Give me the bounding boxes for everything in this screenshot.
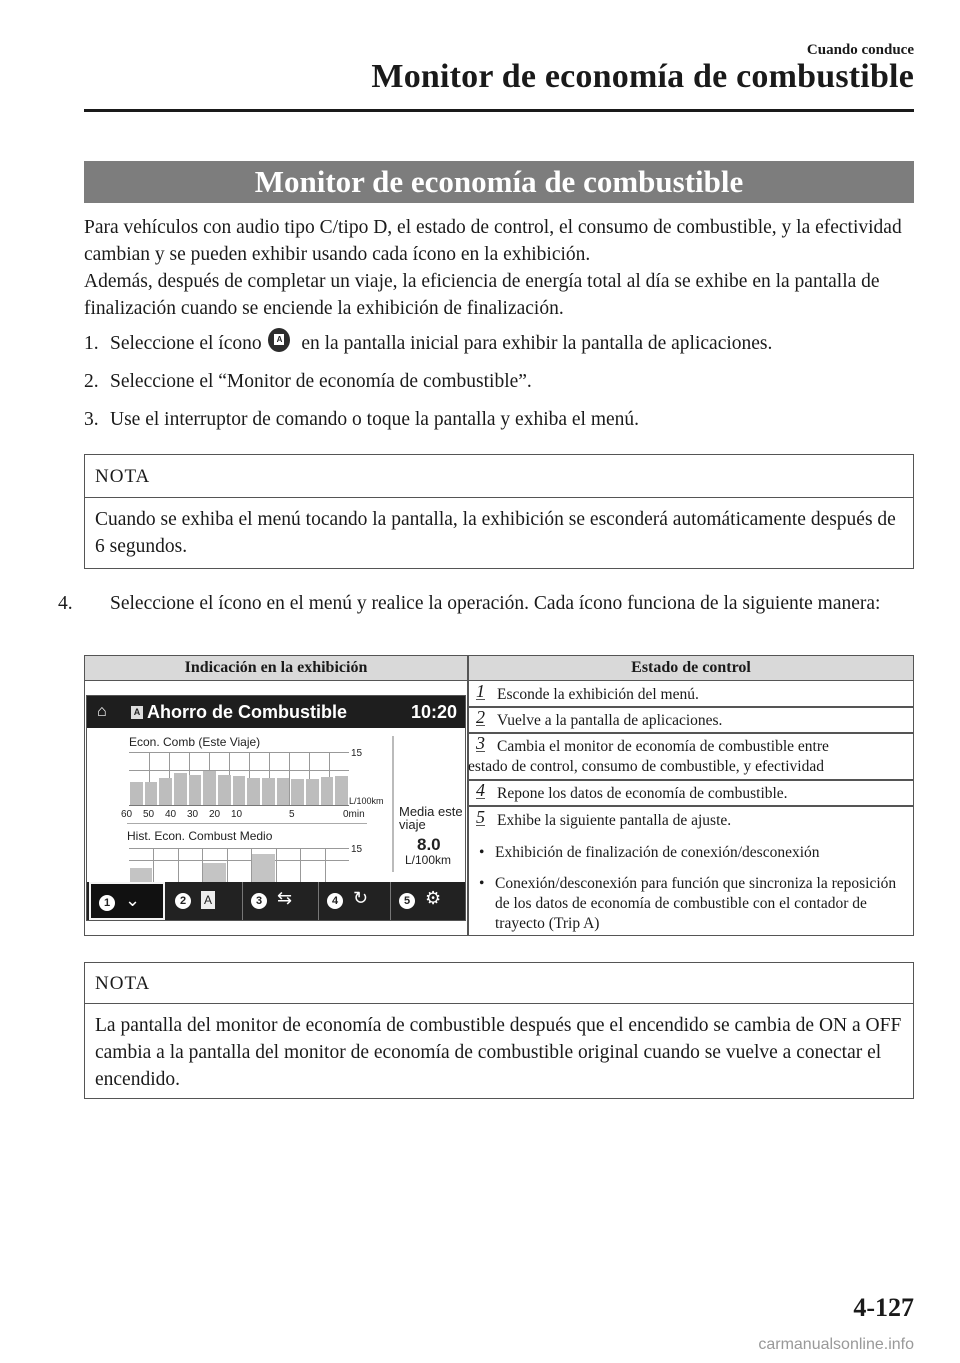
chart1-unit: L/100km [349,796,384,806]
x-tick: 40 [165,809,177,820]
chart-bar [291,779,304,805]
row-divider [468,732,914,734]
menu-number: 4 [327,893,343,909]
reset-icon: ↻ [353,888,369,908]
chart2-plot [129,848,349,883]
row-text: Vuelve a la pantalla de aplicaciones. [497,712,723,729]
step-number: 4. [58,593,73,614]
intro-paragraph-2: Además, después de completar un viaje, la eficiencia de energía total al día se exhibe en la pantalla de finalización cuando se enciende la exhibición de finalización. [84,271,880,319]
chart-bar [189,775,202,805]
home-icon[interactable]: ⌂ [97,703,107,720]
row-divider [468,805,914,807]
step-3 [84,406,914,433]
bullet-text: Conexión/desconexión para función que sincroniza la reposición de los datos de economía de combustible con el contador de trayecto (Trip A) [495,875,897,932]
grid-line [129,770,349,771]
page-number: 4-127 [853,1293,914,1322]
step-text-cont: en la pantalla inicial para exhibir la pantalla de aplicaciones. [301,333,773,354]
controls-table [84,655,914,936]
note-body: Cuando se exhiba el menú tocando la pantalla, la exhibición se esconderá automáticamente después de 6 segundos. [95,509,896,557]
x-tick: 30 [187,809,199,820]
grid-line [300,849,301,883]
row-text: Exhibe la siguiente pantalla de ajuste. [497,812,732,829]
bullet-dot: • [479,844,485,861]
table-header [85,656,913,681]
note-box-1 [84,454,914,569]
grid-line [227,849,228,883]
chart-bar [145,782,158,805]
chart-bar [218,775,231,805]
chart1-max: 15 [351,748,363,759]
row-divider [468,779,914,781]
applications-button[interactable] [167,882,243,920]
note-body: La pantalla del monitor de economía de combustible después que el encendido se cambia de ON a OFF cambia a la pantalla del monitor de economía de combustible original cuando se vuelve a conectar el encendido. [95,1015,902,1090]
item-number: 4 [476,780,485,800]
x-tick: 60 [121,809,133,820]
chevron-down-icon: ⌄ [125,890,141,910]
item-number: 5 [476,807,485,827]
step-1 [84,328,914,357]
app-icon: A [201,891,215,909]
chart-bar [335,776,348,805]
section-label: Cuando conduce [806,42,914,58]
table-row [468,709,914,731]
chart-bar [306,779,319,805]
note-heading: NOTA [85,963,913,1004]
bullet-dot: • [479,875,485,892]
item-number: 3 [476,733,485,753]
bullet-item [479,874,909,934]
grid-line [129,860,349,861]
table-col-2-header: Estado de control [631,659,751,676]
menu-number: 2 [175,893,191,909]
grid-line [325,849,326,883]
panel-divider [392,736,394,872]
divider [127,823,367,824]
table-row [468,809,914,831]
note-heading: NOTA [85,455,913,498]
avg-value: 8.0 [417,835,441,854]
applications-icon-letter: A [274,334,284,345]
bullet-text: Exhibición de finalización de conexión/desconexión [495,844,820,861]
app-icon: A [131,706,143,719]
x-tick: 50 [143,809,155,820]
bullet-item [479,843,909,863]
table-row [468,782,914,804]
chart-bar [252,854,274,883]
chart-bar [203,771,216,805]
section-banner: Monitor de economía de combustible [84,161,914,203]
item-number: 2 [476,707,485,727]
avg-label-2: viaje [399,817,426,832]
step-text: Seleccione el ícono en el menú y realice la operación. Cada ícono funciona de la siguiente manera: [110,593,881,614]
menu-number: 3 [251,893,267,909]
step-number: 3. [84,409,99,430]
page-header-title: Monitor de economía de combustible [371,58,914,95]
chart-bar [247,778,260,805]
chart2-max: 15 [351,844,363,855]
step-4 [58,590,940,617]
watermark: carmanualsonline.info [758,1336,914,1353]
x-tick: 5 [289,809,295,820]
x-tick: 0min [343,809,365,820]
row-text: Repone los datos de economía de combustible. [497,785,788,802]
row-text: Cambia el monitor de economía de combustible entre [497,738,829,755]
step-text: Seleccione el ícono [110,333,262,354]
grid-line [178,849,179,883]
chart-bar [203,863,225,883]
gear-icon: ⚙ [425,888,442,908]
x-tick: 20 [209,809,221,820]
row-text: Esconde la exhibición del menú. [497,686,699,703]
table-col-1-header: Indicación en la exhibición [184,659,368,676]
row-text-cont: estado de control, consumo de combustible, y efectividad [468,758,824,775]
chart-bar [174,773,187,805]
grid-line [153,849,154,883]
menu-number: 1 [99,895,115,911]
reset-button[interactable] [319,882,391,920]
menu-bar [87,882,465,920]
switch-icon: ⇆ [277,888,293,908]
chart-bar [130,868,152,883]
note-box-2 [84,962,914,1099]
chart-bar [262,778,275,805]
intro-paragraph-1: Para vehículos con audio tipo C/tipo D, el estado de control, el consumo de combustible, y la efectividad cambian y se pueden exhibir usando cada ícono en la exhibición. [84,217,902,265]
row-divider [468,706,914,708]
fuel-economy-screen [86,695,466,921]
clock: 10:20 [410,702,457,722]
item-number: 1 [476,681,485,701]
chart-bar [277,778,290,805]
settings-button[interactable] [391,882,465,920]
hide-menu-button[interactable] [89,882,165,920]
grid-line [276,849,277,883]
step-number: 2. [84,371,99,392]
header-divider [84,109,914,112]
chart1-xticks [121,809,371,823]
menu-number: 5 [399,893,415,909]
chart1-plot [129,752,349,806]
chart-bar [130,782,143,805]
avg-unit: L/100km [405,853,452,867]
chart1-label: Econ. Comb (Este Viaje) [129,735,261,749]
x-tick: 10 [231,809,243,820]
table-row [468,735,914,777]
chart-bar [321,777,334,805]
avg-label-1: Media este [399,804,463,819]
step-number: 1. [84,333,99,354]
chart-bar [233,776,246,805]
screen-title-bar [87,696,465,728]
step-text: Seleccione el “Monitor de economía de combustible”. [110,371,532,392]
switch-view-button[interactable] [243,882,319,920]
table-row [468,683,914,705]
step-text: Use el interruptor de comando o toque la pantalla y exhiba el menú. [110,409,640,430]
applications-icon [268,328,290,352]
step-2 [84,368,914,395]
chart-bar [159,778,172,805]
screen-title: Ahorro de Combustible [147,702,348,722]
chart2-label: Hist. Econ. Combust Medio [127,829,273,843]
